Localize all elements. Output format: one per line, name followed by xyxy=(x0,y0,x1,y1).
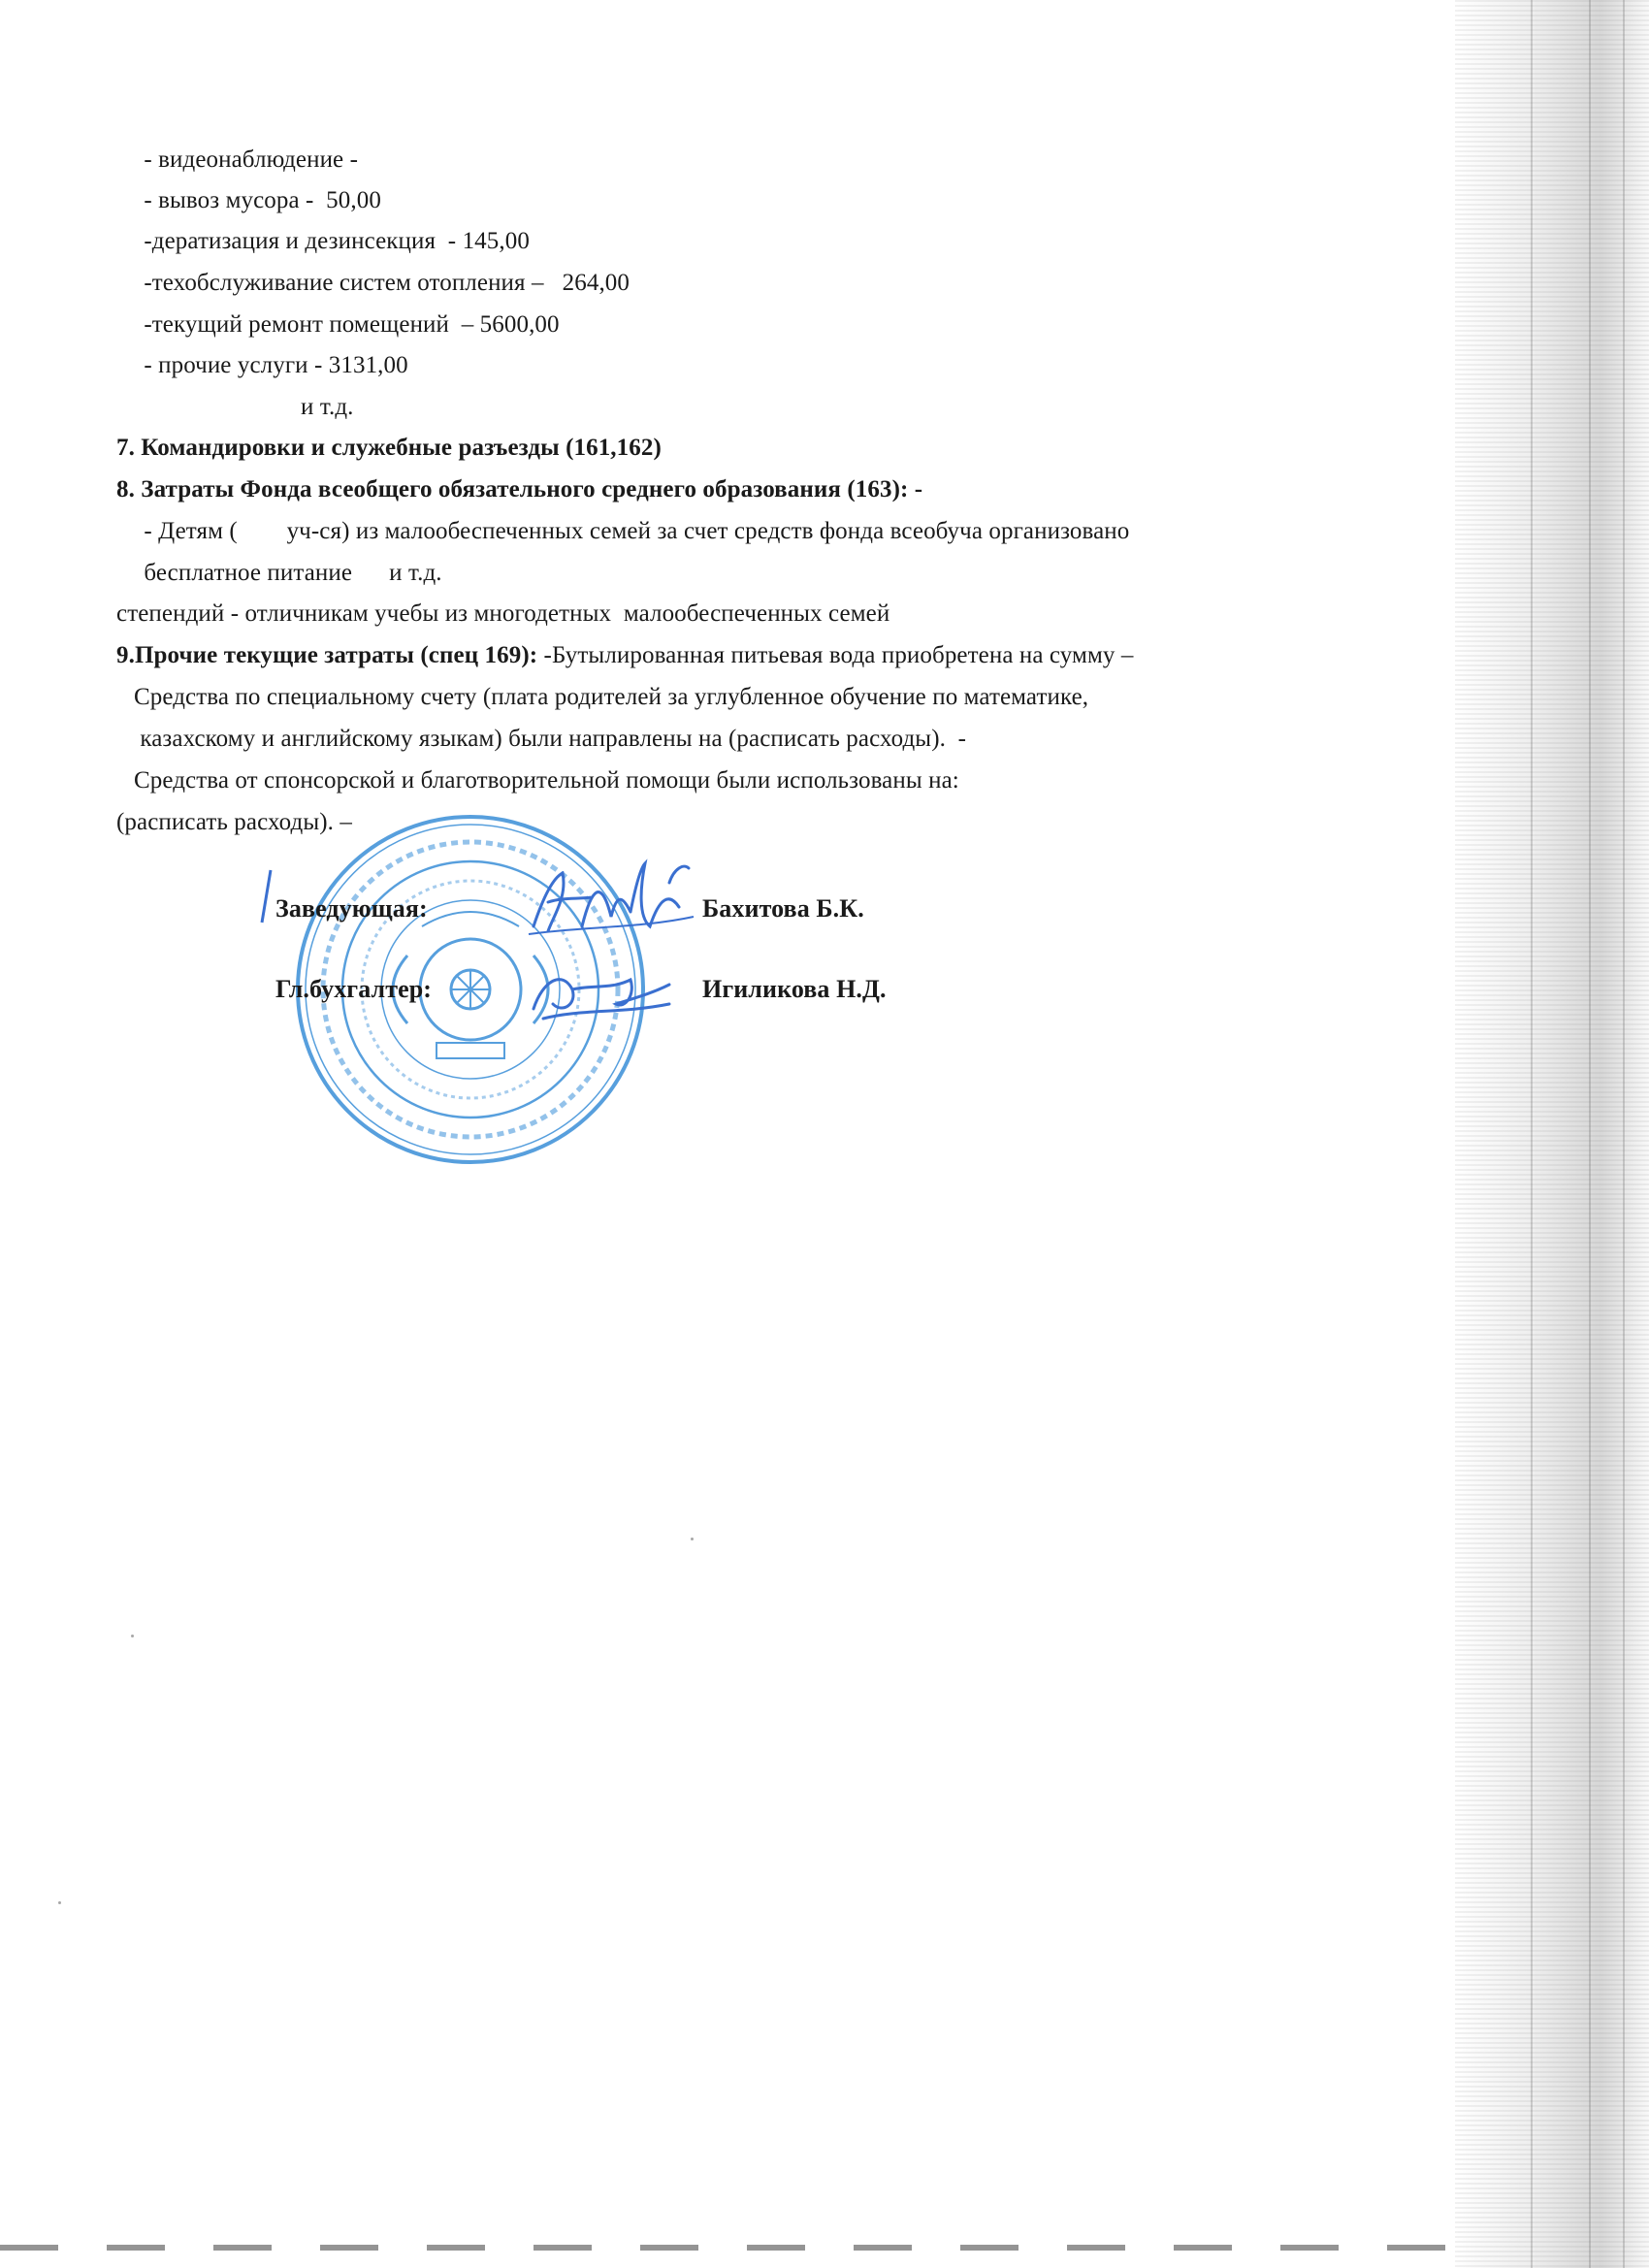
text-line: -дератизация и дезинсекция - 145,00 xyxy=(138,228,530,254)
text-line: -текущий ремонт помещений – 5600,00 xyxy=(138,311,560,338)
scan-speck xyxy=(131,1635,134,1637)
section-heading: 7. Командировки и служебные разъезды (161,162) xyxy=(116,435,662,461)
text-line: - видеонаблюдение - xyxy=(138,146,359,173)
accountant-signature-icon xyxy=(524,960,679,1028)
scan-bottom-marks xyxy=(0,2245,1455,2251)
scan-edge-streak xyxy=(1589,0,1591,2268)
scan-speck xyxy=(58,1901,61,1904)
text-line: - Детям ( уч-ся) из малообеспеченных семей за счет средств фонда всеобуча организовано xyxy=(138,518,1130,544)
text-line: Средства от спонсорской и благотворительной помощи были использованы на: xyxy=(134,767,959,794)
section-heading: 9.Прочие текущие затраты (спец 169): xyxy=(116,642,538,668)
text-line: степендий - отличникам учебы из многодетных малообеспеченных семей xyxy=(116,600,890,627)
scan-speck xyxy=(691,1538,694,1540)
scan-edge-streak xyxy=(1623,0,1625,2268)
head-signature-icon xyxy=(524,859,698,946)
text-line: -техобслуживание систем отопления – 264,00 xyxy=(138,270,630,296)
text-line: - вывоз мусора - 50,00 xyxy=(138,187,381,213)
scan-edge-streak xyxy=(1531,0,1533,2268)
section-heading: 8. Затраты Фонда всеобщего обязательного среднего образования (163): - xyxy=(116,476,923,502)
pen-tick-icon xyxy=(257,868,276,926)
section-heading-line xyxy=(116,641,1133,670)
accountant-role-label: Гл.бухгалтер: xyxy=(275,975,433,1003)
text-line: и т.д. xyxy=(301,394,354,420)
text-fragment: -Бутылированная питьевая вода приобретена на сумму – xyxy=(537,642,1134,668)
text-line: - прочие услуги - 3131,00 xyxy=(138,352,408,378)
text-line: Средства по специальному счету (плата родителей за углубленное обучение по математике, xyxy=(134,684,1089,710)
head-role-label: Заведующая: xyxy=(275,894,428,923)
scan-edge-shadow xyxy=(1455,0,1649,2268)
head-name: Бахитова Б.К. xyxy=(702,894,864,923)
text-line: (расписать расходы). – xyxy=(116,809,352,835)
text-line: казахскому и английскому языкам) были направлены на (расписать расходы). - xyxy=(134,726,967,752)
accountant-name: Игиликова Н.Д. xyxy=(702,975,887,1003)
text-line: бесплатное питание и т.д. xyxy=(138,560,442,586)
